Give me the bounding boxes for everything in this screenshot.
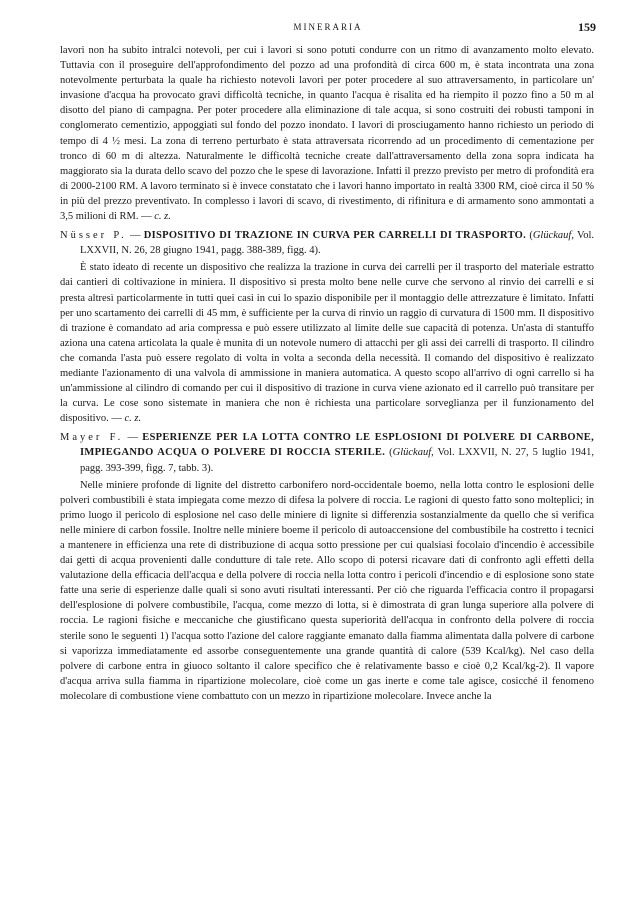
- entry-source-details: , Vol. LXXVII, N. 26, 28 giugno 1941, pagg. 388-389, figg. 4).: [80, 230, 595, 257]
- entry-title: ESPERIENZE PER LA LOTTA CONTRO LE ESPLOSIONI DI POLVERE DI CARBONE, IMPIEGANDO ACQUA O POLVERE DI ROCCIA STERILE.: [80, 432, 595, 459]
- entry-dash: —: [127, 432, 138, 444]
- entry-title: DISPOSITIVO DI TRAZIONE IN CURVA PER CARRELLI DI TRASPORTO.: [143, 230, 527, 242]
- entry-body-mayer: [60, 478, 594, 704]
- entry-signature: c. z.: [124, 413, 142, 425]
- entry-body-nusser: [60, 260, 594, 426]
- entry-author: Mayer F.: [60, 432, 124, 444]
- running-head: [60, 20, 596, 36]
- prev-review-signature: c. z.: [154, 211, 171, 223]
- entry-source-details: , Vol. LXXVII, N. 27, 5 luglio 1941, pagg. 393-399, figg. 7, tabb. 3).: [80, 447, 594, 474]
- prev-review-text: lavori non ha subito intralci notevoli, per cui i lavori si sono potuti condurre con un ritmo di avanzamento molto elevato. Tuttavia con il proseguire dell'approfondimento del pozzo ad una profondità di circa 600 m, è stata incontrata una zona notevolmente perturbata la quale ha richiesto notevoli lavori per poter procedere al suo attraversamento, in particolare un' invasione d'acqua ha provocato gravi difficoltà tecniche, in quanto l'acqua è risalita ed ha riempito il pozzo fino a 50 m al disotto del piano di campagna. Per poter procedere alla eliminazione di tale acqua, si sono costruiti dei robusti tamponi in conglomerato cementizio, appoggiati sul fondo del pozzo inondato. I lavori di prosciugamento hanno richiesto un periodo di tempo di 4 ½ mesi. La zona di terreno perturbato è stata attraversata ricorrendo ad un procedimento di cementazione per tronco di 60 m di altezza. Naturalmente le difficoltà tecniche create dall'attraversamento della zona sopra indicata ha maggiorato sia la durata dello scavo del pozzo che le spese di lavorazione. Infatti il prezzo previsto per metro di profondità era di 2000-2100 RM. A lavoro terminato si è invece constatato che i lavori hanno importato in realtà 3300 RM, cioè circa il 50 % in più del prezzo preventivato. In complesso i lavori di scavo, di rivestimento, di rifinitura e di armamento sono ammontati a 3,5 milioni di RM. —: [60, 45, 594, 223]
- entry-source-name: Glückauf: [392, 447, 432, 459]
- journal-title: MINERARIA: [293, 22, 363, 32]
- prev-review-paragraph: [60, 43, 594, 224]
- entry-dash: —: [129, 230, 141, 242]
- entry-heading-nusser: Nüsser P. — DISPOSITIVO DI TRAZIONE IN CURVA PER CARRELLI DI TRASPORTO. (Glückauf, Vol. LXXVII, N. 26, 28 giugno 1941, pagg. 388-389, figg. 4).: [60, 230, 595, 257]
- entry-body-text: È stato ideato di recente un dispositivo che realizza la trazione in curva dei carrelli per il trasporto del materiale estratto dai cantieri di coltivazione in miniera. Il dispositivo si presta molto bene nelle curve che servono al rinvio dei carrelli e si presta altresì particolarmente in tutti quei casi in cui lo spazio disponibile per il montaggio delle attrezzature è limitato. Infatti per uno scartamento dei carrelli di 45 mm, è sufficiente per la curva di rinvio un raggio di curvatura di 1500 mm. Il dispositivo di trazione è comandato ad aria compressa e può essere utilizzato al limite delle sue capacità di potenza. Un'asta di stantuffo aziona una catena articolata la quale è munita di un notevole numero di attacchi per gli assi dei carrelli di trasporto. Il cilindro che comanda l'asta può essere regolato di volta in volta a seconda della necessità. Il comando del dispositivo è realizzato mediante l'azionamento di una valvola di ammissione in maniera automatica. A questo scopo all'arrivo di ogni carrello si ha un'ammissione al cilindro di comando per cui il dispositivo di trazione in curva viene azionato ed il carrello può transitare per la curva. Le cose sono sistemate in maniera che non è richiesta una particolare sorveglianza per il funzionamento del dispositivo. —: [60, 262, 594, 425]
- entry-source-name: Glückauf: [532, 230, 572, 242]
- page-number: 159: [578, 20, 596, 34]
- page-content: [60, 43, 594, 704]
- entry-heading-mayer: Mayer F. — ESPERIENZE PER LA LOTTA CONTRO LE ESPLOSIONI DI POLVERE DI CARBONE, IMPIEGANDO ACQUA O POLVERE DI ROCCIA STERILE. (Glückauf, Vol. LXXVII, N. 27, 5 luglio 1941, pagg. 393-399, figg. 7, tabb. 3).: [60, 432, 595, 474]
- entry-body-text: Nelle miniere profonde di lignite del distretto carbonifero nord-occidentale boemo, nella lotta contro le esplosioni delle polveri combustibili è stata impiegata come mezzo di difesa la polvere di roccia. Le ragioni di questo fatto sono molteplici; in primo luogo il pericolo di esplosione nel caso delle miniere di lignite si differenzia sostanzialmente da quello che si verifica nelle miniere di carbon fossile. Inoltre nelle miniere boeme il pericolo di autoaccensione del combustibile ha costretto i tecnici a mantenere in efficienza una rete di distribuzione di acqua sotto pressione per cui qualsiasi focolaio d'incendio è accessibile dai getti di acqua provenienti dalle condutture di tale rete. Allo scopo di potersi ricavare dati di confronto agli effetti della valutazione della efficacia dell'acqua e della polvere di roccia nella lotta contro i pericoli d'incendio e di esplosione sono state fatte una serie di esperienze dalle quali si sono avuti risultati interessanti. Per ciò che riguarda l'efficacia contro il propagarsi dell'esplosione di polvere combustibile, l'acqua, come mezzo di lotta, si è dimostrata di gran lunga superiore alla polvere di roccia. Le ragioni fisiche e meccaniche che giustificano questa superiorità dell'acqua in confronto della polvere di roccia sterile sono le seguenti 1) l'acqua sotto l'azione del calore raggiante emanato dalla fiamma alimentata dalla polvere di carbone si vaporizza immediatamente ed assorbe conseguentemente una grande quantità di calore (539 Kcal/kg). Nel caso della polvere di carbone entra in giuoco soltanto il calore specifico che è relativamente basso e cioè 0,2 Kcal/kg-2). Il vapore d'acqua arriva sulla fiamma in ripartizione molecolare, cioè come un gas inerte e come tale agisce, cosicché il fenomeno molecolare di combustione viene combattuto con un mezzo in ripartizione molecolare. Invece anche la: [60, 479, 594, 702]
- entry-author: Nüsser P.: [60, 230, 127, 242]
